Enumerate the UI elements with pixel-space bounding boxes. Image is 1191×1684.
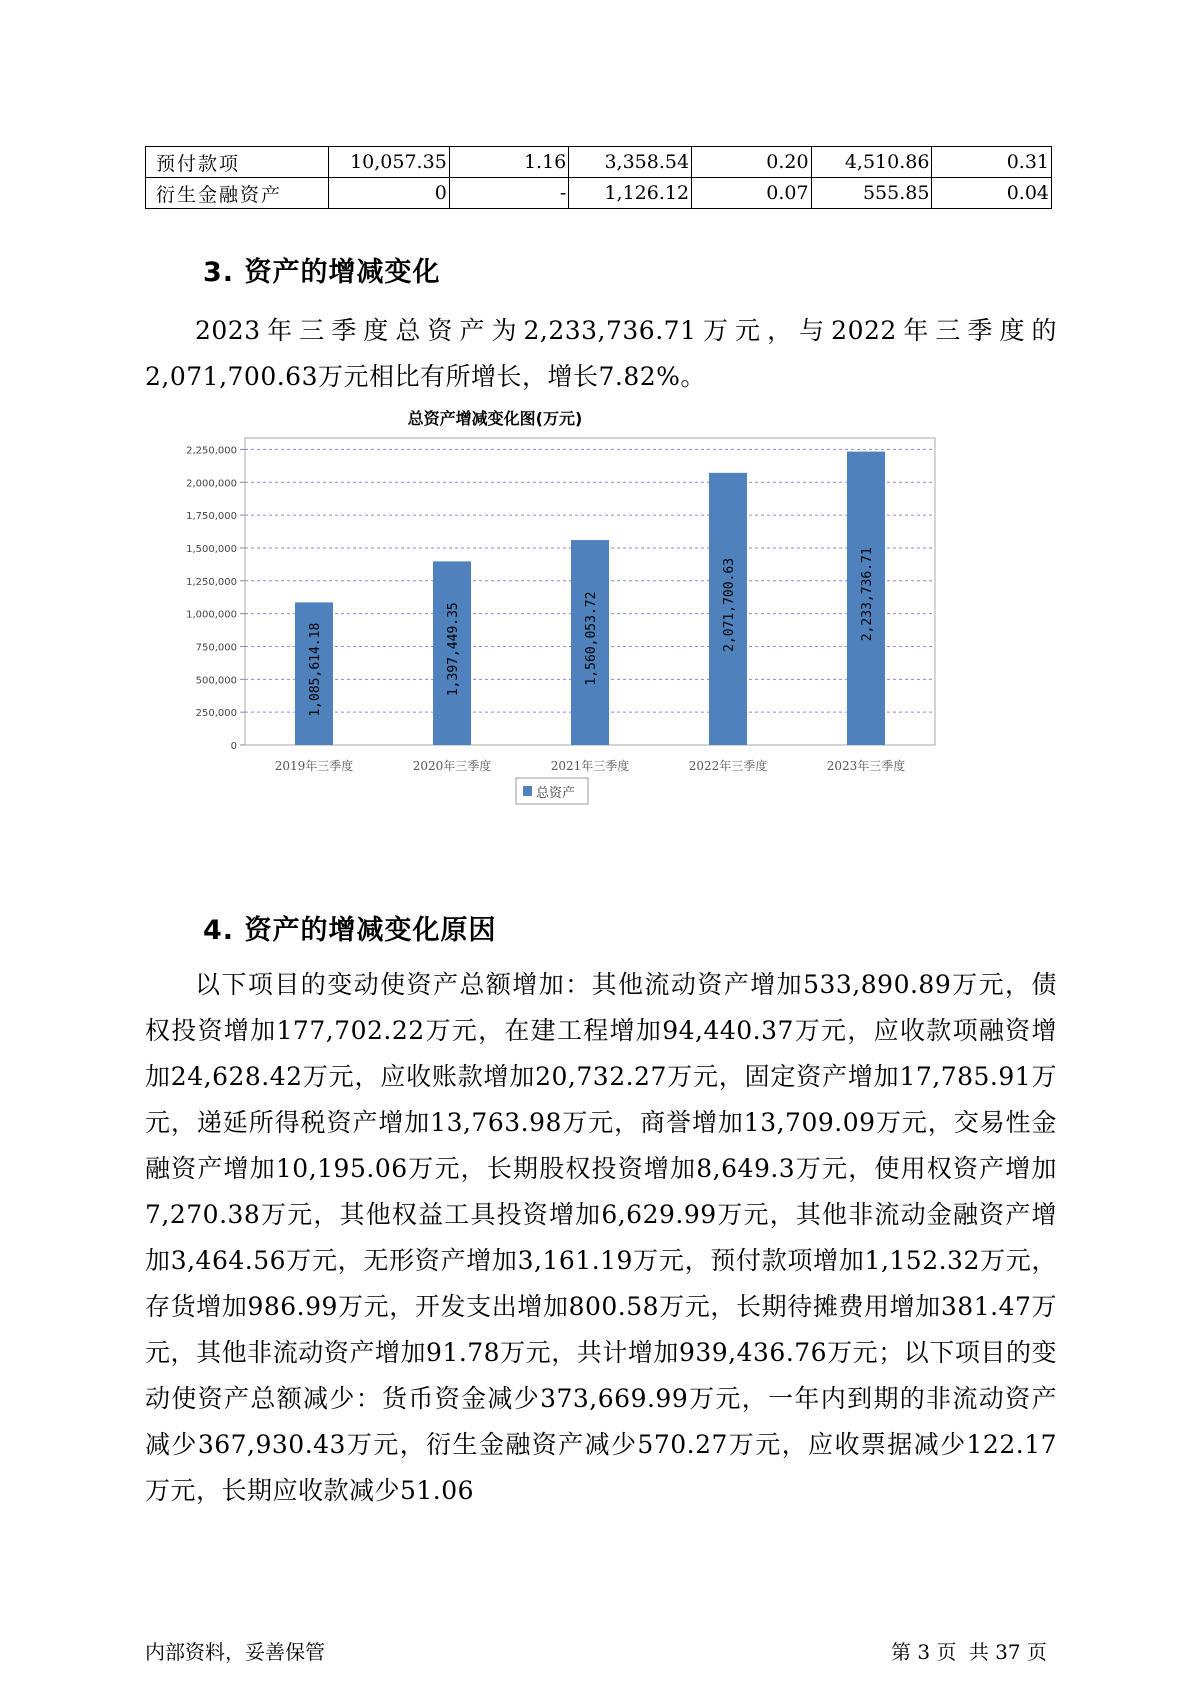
table-cell: 0.07: [692, 178, 811, 209]
table-cell: 555.85: [811, 178, 932, 209]
y-tick-label: 1,750,000: [186, 511, 237, 523]
table-cell: 0.04: [932, 178, 1052, 209]
section-4-paragraph: 以下项目的变动使资产总额增加：其他流动资产增加533,890.89万元，债权投资增加177,702.22万元，在建工程增加94,440.37万元，应收款项融资增加24,628.42万元，应收账款增加20,732.27万元，固定资产增加17,785.91万元，递延所得税资产增加13,763.98万元，商誉增加13,709.09万元，交易性金融资产增加10,195.06万元，长期股权投资增加8,649.3万元，使用权资产增加7,270.38万元，其他权益工具投资增加6,629.99万元，其他非流动金融资产增加3,464.56万元，无形资产增加3,161.19万元，预付款项增加1,152.32万元，存货增加986.99万元，开发支出增加800.58万元，长期待摊费用增加381.47万元，其他非流动资产增加91.78万元，共计增加939,436.76万元；以下项目的变动使资产总额减少：货币资金减少373,669.99万元，一年内到期的非流动资产减少367,930.43万元，衍生金融资产减少570.27万元，应收票据减少122.17万元，长期应收款减少51.06: [145, 970, 1057, 1505]
table-cell: 0: [329, 178, 449, 209]
x-tick-label: 2023年三季度: [826, 759, 906, 773]
section-3-paragraph: 2023年三季度总资产为2,233,736.71万元，与2022年三季度的2,071,700.63万元相比有所增长，增长7.82%。: [145, 316, 1057, 391]
legend-label: 总资产: [536, 786, 576, 801]
x-tick-label: 2021年三季度: [550, 759, 630, 773]
y-tick-label: 250,000: [195, 708, 237, 720]
legend-swatch: [523, 786, 532, 796]
bar-data-label: 2,233,736.71: [860, 547, 875, 642]
table-cell: 4,510.86: [811, 147, 932, 178]
table-cell: 1,126.12: [569, 178, 692, 209]
section-3-heading: 3. 资产的增减变化: [203, 257, 441, 288]
x-tick-label: 2019年三季度: [274, 759, 354, 773]
x-tick-label: 2022年三季度: [688, 759, 768, 773]
y-tick-label: 1,250,000: [186, 576, 237, 588]
page-label: 第 3 页: [891, 1640, 957, 1664]
table-row: [146, 147, 1052, 178]
table-cell: 10,057.35: [329, 147, 449, 178]
bar-data-label: 1,085,614.18: [308, 622, 323, 717]
bar-data-label: 1,397,449.35: [446, 602, 461, 697]
footer-confidential-note: 内部资料，妥善保管: [145, 1640, 325, 1664]
y-tick-label: 2,000,000: [186, 478, 237, 490]
table-cell: 1.16: [449, 147, 568, 178]
y-tick-label: 750,000: [195, 642, 237, 654]
table-cell: 0.31: [932, 147, 1052, 178]
x-tick-label: 2020年三季度: [412, 759, 492, 773]
row-label: 衍生金融资产: [146, 178, 329, 209]
table-cell: 0.20: [692, 147, 811, 178]
total-assets-bar-chart: [160, 409, 1040, 895]
row-label: 预付款项: [146, 147, 329, 178]
table-cell: 3,358.54: [569, 147, 692, 178]
y-tick-label: 1,000,000: [186, 609, 237, 621]
footer-page-number: [891, 1636, 1053, 1665]
y-tick-label: 500,000: [195, 675, 237, 687]
table-row: [146, 178, 1052, 209]
y-tick-label: 1,500,000: [186, 543, 237, 555]
financial-table: [145, 146, 1052, 209]
chart-title: 总资产增减变化图(万元): [407, 409, 583, 428]
section-4-heading: 4. 资产的增减变化原因: [203, 915, 497, 946]
y-tick-label: 2,250,000: [186, 445, 237, 457]
bar-data-label: 2,071,700.63: [722, 557, 737, 652]
bar-data-label: 1,560,053.72: [584, 591, 599, 686]
table-cell: -: [449, 178, 568, 209]
y-tick-label: 0: [230, 741, 237, 752]
total-pages-label: 共 37 页: [968, 1640, 1047, 1664]
